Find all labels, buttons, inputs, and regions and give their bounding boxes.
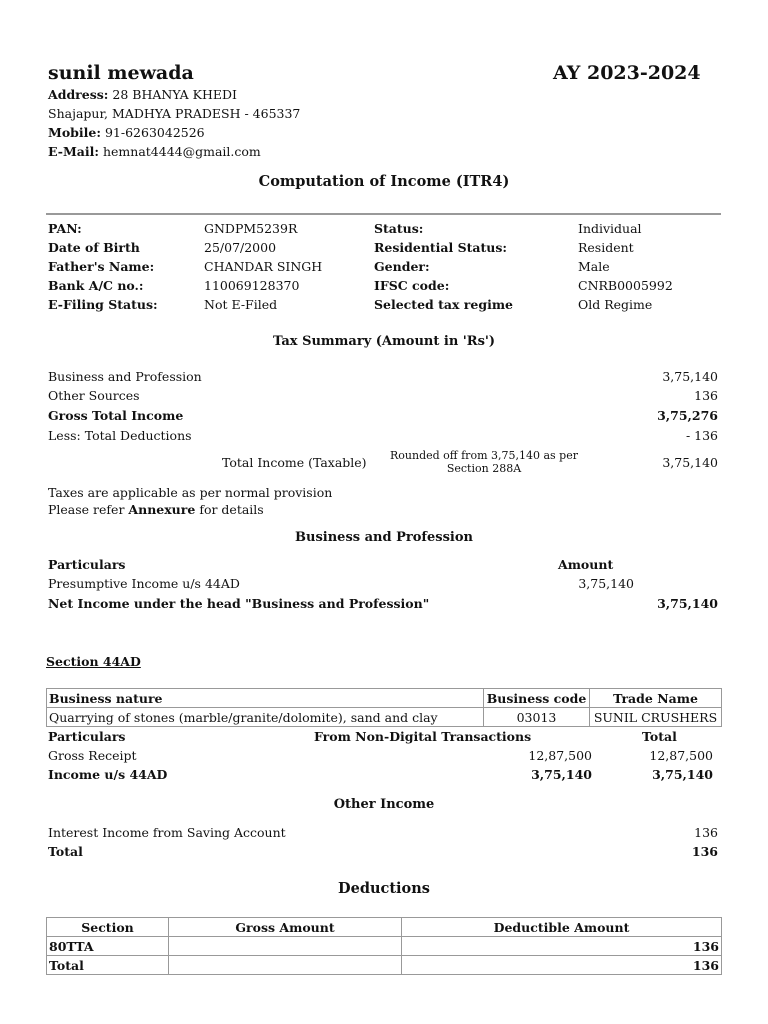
email-label: E-Mail:: [48, 144, 99, 159]
info-value-bank: 110069128370: [204, 278, 300, 293]
header-divider: [46, 213, 721, 215]
taxable-income-value: 3,75,140: [662, 455, 718, 470]
business-col-amount: Amount: [558, 557, 614, 572]
section-44ad-title: Section 44AD: [46, 654, 141, 669]
address-line-2: Shajapur, MADHYA PRADESH - 465337: [48, 106, 301, 121]
summary-value-business: 3,75,140: [662, 369, 718, 384]
deduction-deductible-total: 136: [402, 956, 722, 975]
info-value-gender: Male: [578, 259, 610, 274]
deduction-gross-80tta: [169, 937, 402, 956]
head-deductible-amount: Deductible Amount: [402, 918, 722, 937]
income-44ad-label: Income u/s 44AD: [48, 767, 168, 782]
assessment-year: AY 2023-2024: [553, 62, 701, 84]
section-44ad-header-row: [47, 689, 722, 708]
44ad-col-total: Total: [642, 729, 677, 744]
deductions-header-row: [47, 918, 722, 937]
deductions-table: [46, 917, 722, 975]
business-section-title: Business and Profession: [295, 530, 473, 545]
section-44ad-data-row: [47, 708, 722, 727]
gross-receipt-total: 12,87,500: [649, 748, 713, 763]
tax-summary-title: Tax Summary (Amount in 'Rs'): [272, 334, 496, 349]
deduction-section-total: Total: [47, 956, 169, 975]
info-value-father: CHANDAR SINGH: [204, 259, 323, 274]
info-label-dob: Date of Birth: [48, 240, 140, 255]
rounded-off-note-line-2: Section 288A: [446, 462, 522, 475]
info-label-residential: Residential Status:: [374, 240, 508, 255]
info-value-pan: GNDPM5239R: [204, 221, 298, 236]
head-business-nature: Business nature: [47, 689, 484, 708]
tax-provision-note: Taxes are applicable as per normal provision: [48, 485, 333, 500]
gross-receipt-nondigital: 12,87,500: [528, 748, 592, 763]
summary-label-other: Other Sources: [48, 388, 140, 403]
business-nature-value: Quarrying of stones (marble/granite/dolomite), sand and clay: [47, 708, 484, 727]
info-label-pan: PAN:: [48, 221, 82, 236]
summary-value-gross: 3,75,276: [657, 408, 718, 423]
info-value-ifsc: CNRB0005992: [578, 278, 673, 293]
info-label-ifsc: IFSC code:: [374, 278, 450, 293]
head-section: Section: [47, 918, 169, 937]
summary-label-gross: Gross Total Income: [48, 408, 184, 423]
address-line-1: [48, 87, 237, 102]
mobile-label: Mobile:: [48, 125, 101, 140]
summary-value-other: 136: [694, 388, 718, 403]
head-gross-amount: Gross Amount: [169, 918, 402, 937]
rounded-off-note-line-1: Rounded off from 3,75,140 as per: [390, 449, 578, 462]
mobile-value: 91-6263042526: [104, 125, 205, 140]
info-value-status: Individual: [578, 221, 642, 236]
income-44ad-nondigital: 3,75,140: [531, 767, 592, 782]
44ad-col-particulars: Particulars: [48, 729, 126, 744]
head-trade-name: Trade Name: [590, 689, 722, 708]
trade-name-value: SUNIL CRUSHERS: [590, 708, 722, 727]
net-business-income-value: 3,75,140: [657, 596, 718, 611]
email-line: [48, 144, 261, 159]
address-label: Address:: [48, 87, 109, 102]
other-income-total-label: Total: [48, 844, 83, 859]
business-code-value: 03013: [484, 708, 590, 727]
document-title: Computation of Income (ITR4): [258, 173, 510, 190]
info-value-dob: 25/07/2000: [204, 240, 277, 255]
info-label-regime: Selected tax regime: [374, 297, 513, 312]
section-44ad-table: [46, 688, 722, 727]
presumptive-income-value: 3,75,140: [578, 576, 634, 591]
gross-receipt-label: Gross Receipt: [48, 748, 137, 763]
deductions-title: Deductions: [338, 880, 430, 897]
net-business-income-label: Net Income under the head "Business and Profession": [48, 596, 430, 611]
business-col-particulars: Particulars: [48, 557, 126, 572]
summary-label-deductions: Less: Total Deductions: [48, 428, 192, 443]
deduction-deductible-80tta: 136: [402, 937, 722, 956]
info-label-efiling: E-Filing Status:: [48, 297, 158, 312]
summary-value-deductions: - 136: [685, 428, 718, 443]
info-value-efiling: Not E-Filed: [204, 297, 278, 312]
info-value-residential: Resident: [578, 240, 634, 255]
head-business-code: Business code: [484, 689, 590, 708]
info-label-gender: Gender:: [374, 259, 430, 274]
rounded-off-note: [388, 449, 580, 475]
address-value: 28 BHANYA KHEDI: [112, 87, 237, 102]
44ad-col-nondigital: From Non-Digital Transactions: [314, 729, 532, 744]
other-income-total-value: 136: [691, 844, 718, 859]
annexure-note: [48, 502, 264, 517]
annexure-link-text: Annexure: [128, 502, 196, 517]
deduction-row-total: [47, 956, 722, 975]
info-label-father: Father's Name:: [48, 259, 155, 274]
info-label-bank: Bank A/C no.:: [48, 278, 144, 293]
taxpayer-name: sunil mewada: [48, 62, 194, 84]
deduction-section-80tta: 80TTA: [47, 937, 169, 956]
annexure-note-pre: Please refer: [48, 502, 125, 517]
email-value: hemnat4444@gmail.com: [102, 144, 261, 159]
annexure-note-post: for details: [199, 502, 264, 517]
interest-income-value: 136: [694, 825, 718, 840]
summary-label-business: Business and Profession: [48, 369, 202, 384]
info-label-status: Status:: [374, 221, 424, 236]
deduction-row-80tta: [47, 937, 722, 956]
presumptive-income-label: Presumptive Income u/s 44AD: [48, 576, 240, 591]
other-income-title: Other Income: [333, 797, 435, 812]
interest-income-label: Interest Income from Saving Account: [48, 825, 286, 840]
mobile-line: [48, 125, 205, 140]
info-value-regime: Old Regime: [578, 297, 653, 312]
income-44ad-total: 3,75,140: [652, 767, 713, 782]
taxable-income-label: Total Income (Taxable): [222, 455, 367, 470]
deduction-gross-total: [169, 956, 402, 975]
